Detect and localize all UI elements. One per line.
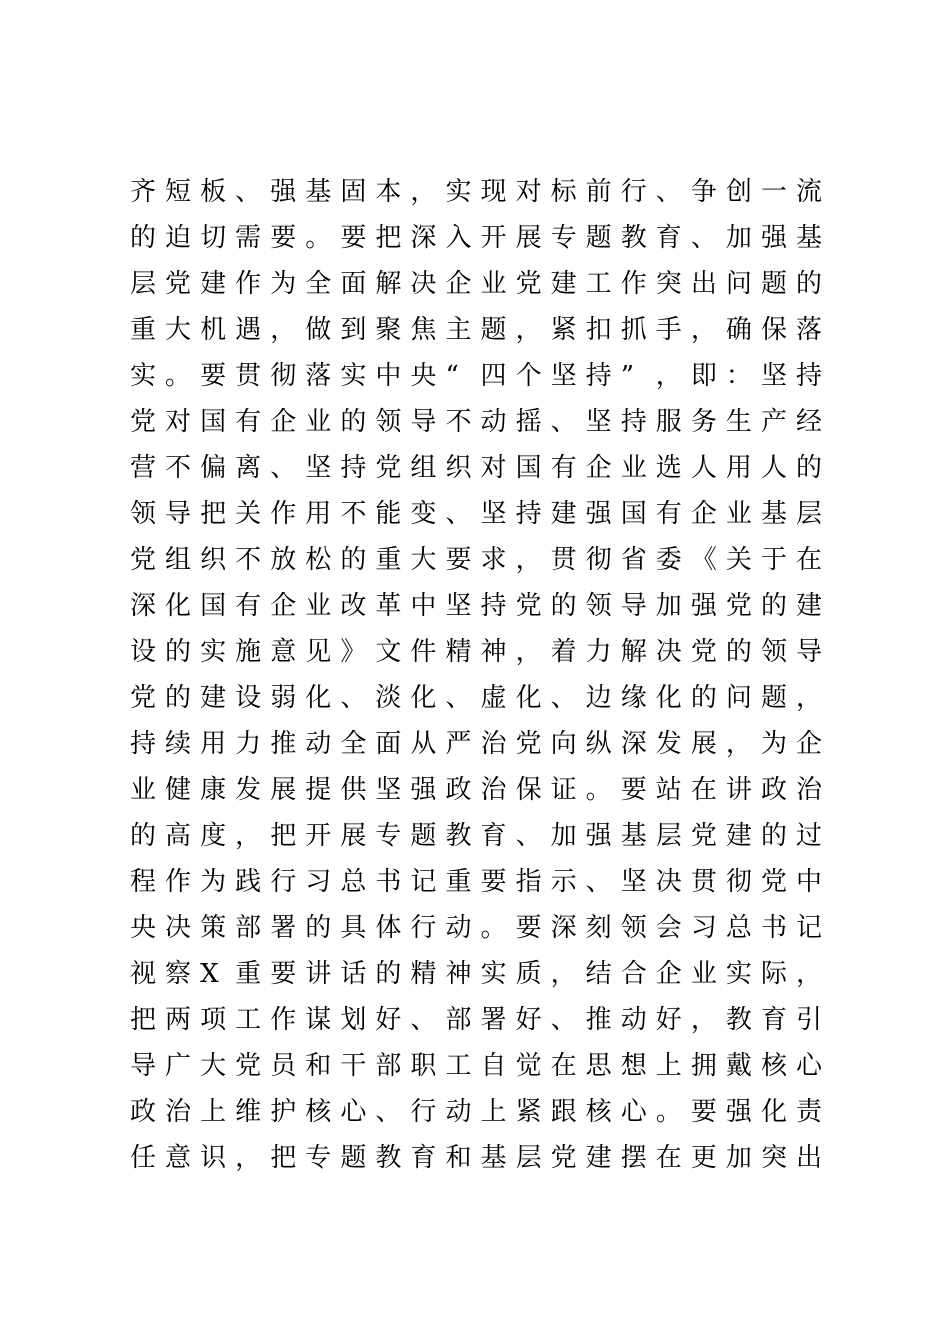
text-line: 党 组 织 不 放 松 的 重 大 要 求 ， 贯 彻 省 委 《 关 于 在 — [130, 545, 822, 575]
body-text — [130, 169, 822, 1181]
text-line: 的 迫 切 需 要 。 要 把 深 入 开 展 专 题 教 育 、 加 强 基 — [130, 223, 822, 253]
text-line: 层 党 建 作 为 全 面 解 决 企 业 党 建 工 作 突 出 问 题 的 — [130, 269, 822, 299]
text-line: 营 不 偏 离 、 坚 持 党 组 织 对 国 有 企 业 选 人 用 人 的 — [130, 453, 822, 483]
text-line: 党 对 国 有 企 业 的 领 导 不 动 摇 、 坚 持 服 务 生 产 经 — [130, 407, 822, 437]
text-line: 设 的 实 施 意 见 》 文 件 精 神 ， 着 力 解 决 党 的 领 导 — [130, 637, 822, 667]
text-line: 的 高 度 ， 把 开 展 专 题 教 育 、 加 强 基 层 党 建 的 过 — [130, 821, 822, 851]
text-line: 党 的 建 设 弱 化 、 淡 化 、 虚 化 、 边 缘 化 的 问 题 ， — [130, 683, 822, 713]
text-line: 导 广 大 党 员 和 干 部 职 工 自 觉 在 思 想 上 拥 戴 核 心 — [130, 1051, 822, 1081]
text-line: 持 续 用 力 推 动 全 面 从 严 治 党 向 纵 深 发 展 ， 为 企 — [130, 729, 822, 759]
text-line: 把 两 项 工 作 谋 划 好 、 部 署 好 、 推 动 好 ， 教 育 引 — [130, 1005, 822, 1035]
text-line: 政 治 上 维 护 核 心 、 行 动 上 紧 跟 核 心 。 要 强 化 责 — [130, 1097, 822, 1127]
text-line: 央 决 策 部 署 的 具 体 行 动 。 要 深 刻 领 会 习 总 书 记 — [130, 913, 822, 943]
text-line: 重 大 机 遇 ， 做 到 聚 焦 主 题 ， 紧 扣 抓 手 ， 确 保 落 — [130, 315, 822, 345]
text-line: 视 察 X 重 要 讲 话 的 精 神 实 质 ， 结 合 企 业 实 际 ， — [130, 959, 822, 989]
text-line: 实 。 要 贯 彻 落 实 中 央 “ 四 个 坚 持 ” ， 即 ： 坚 持 — [130, 361, 822, 391]
text-line: 任 意 识 ， 把 专 题 教 育 和 基 层 党 建 摆 在 更 加 突 出 — [130, 1143, 822, 1173]
text-line: 深 化 国 有 企 业 改 革 中 坚 持 党 的 领 导 加 强 党 的 建 — [130, 591, 822, 621]
text-line: 程 作 为 践 行 习 总 书 记 重 要 指 示 、 坚 决 贯 彻 党 中 — [130, 867, 822, 897]
text-line: 齐 短 板 、 强 基 固 本 ， 实 现 对 标 前 行 、 争 创 一 流 — [130, 177, 822, 207]
text-line: 领 导 把 关 作 用 不 能 变 、 坚 持 建 强 国 有 企 业 基 层 — [130, 499, 822, 529]
text-line: 业 健 康 发 展 提 供 坚 强 政 治 保 证 。 要 站 在 讲 政 治 — [130, 775, 822, 805]
